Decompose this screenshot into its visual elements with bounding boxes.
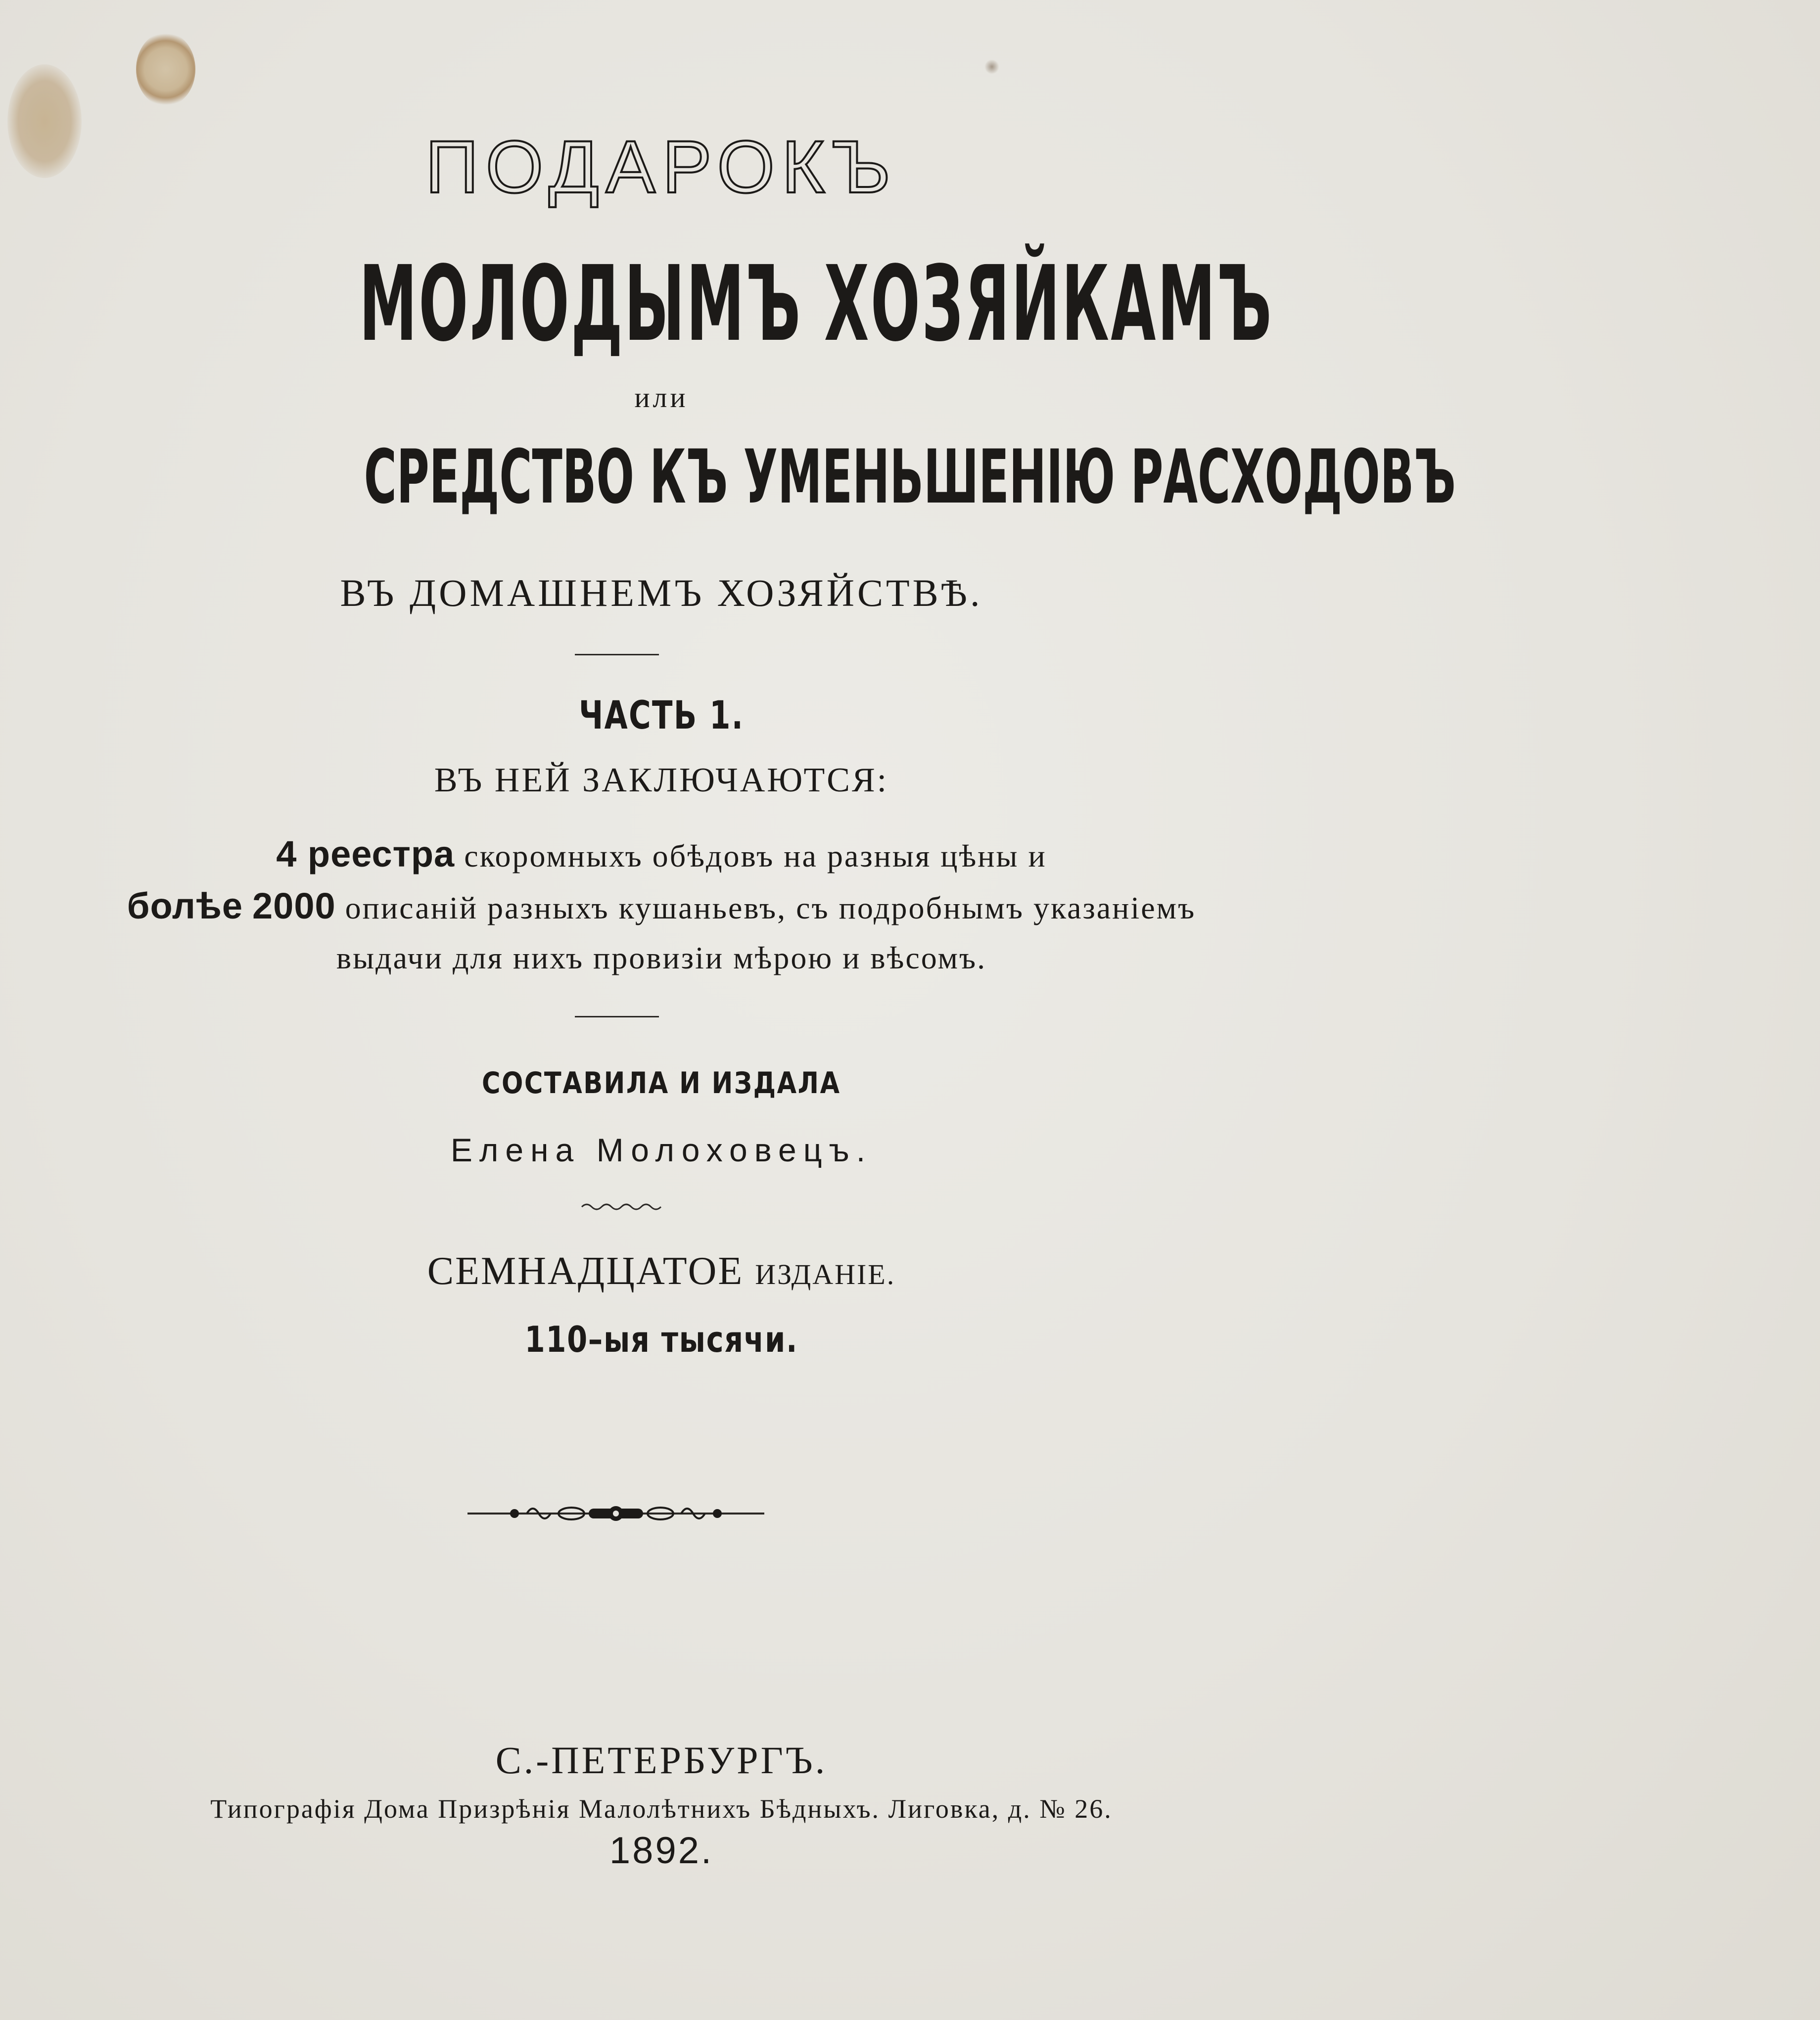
connector-text: или: [634, 381, 689, 413]
age-stain: [984, 59, 999, 74]
ornament-divider: [467, 1499, 764, 1528]
publication-year: 1892.: [609, 1830, 714, 1872]
author-name: Елена Молоховецъ.: [450, 1132, 873, 1168]
wavy-divider: [580, 1201, 659, 1213]
divider-rule: [575, 654, 659, 655]
title-line-2: МОЛОДЫМЪ ХОЗЯЙКАМЪ: [359, 243, 1273, 365]
edition-line: СЕМНАДЦАТОЕ ИЗДАНІЕ.: [427, 1249, 896, 1293]
contents-line-2: болѣе 2000 описаній разныхъ кушаньевъ, съ подробнымъ указаніемъ: [127, 885, 1196, 926]
subtitle: ВЪ ДОМАШНЕМЪ ХОЗЯЙСТВѢ.: [340, 571, 983, 614]
title-line-1: ПОДАРОКЪ: [425, 125, 898, 208]
title-line-3: СРЕДСТВО КЪ УМЕНЬШЕНІЮ РАСХОДОВЪ: [364, 434, 1456, 520]
contents-line-3: выдачи для нихъ провизіи мѣрою и вѣсомъ.: [336, 940, 987, 975]
city: С.-ПЕТЕРБУРГЪ.: [495, 1739, 828, 1782]
divider-rule: [575, 1016, 659, 1017]
compiled-by: СОСТАВИЛА И ИЗДАЛА: [482, 1066, 841, 1101]
printer-imprint: Типографія Дома Призрѣнія Малолѣтнихъ Бѣдныхъ. Лиговка, д. № 26.: [210, 1794, 1113, 1824]
print-run: 110–ыя тысячи.: [524, 1319, 798, 1360]
age-stain: [136, 32, 195, 106]
part-heading: ЧАСТЬ 1.: [578, 693, 745, 738]
contents-heading: ВЪ НЕЙ ЗАКЛЮЧАЮТСЯ:: [434, 761, 889, 799]
contents-line-1: 4 реестра скоромныхъ обѣдовъ на разныя цѣны и: [276, 833, 1047, 874]
